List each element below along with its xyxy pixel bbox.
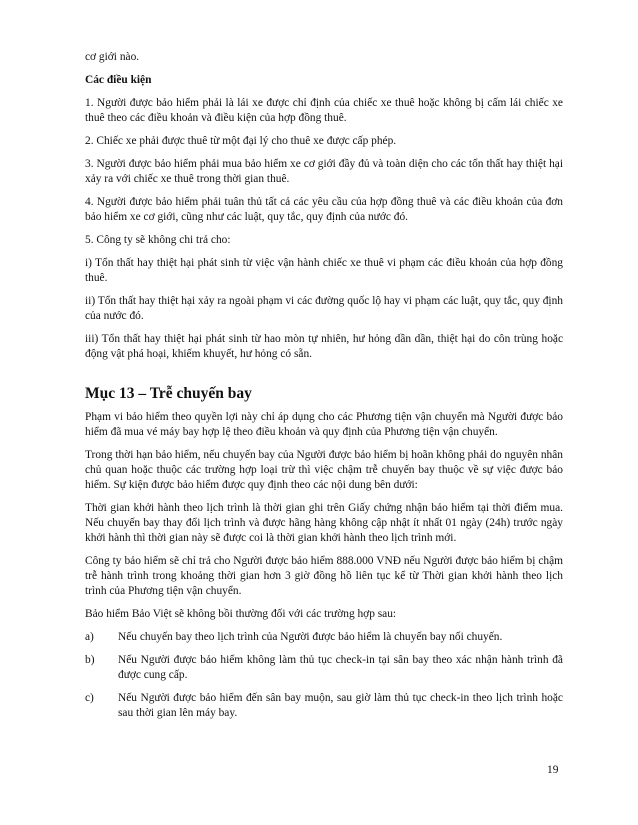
exclusion-item	[85, 630, 563, 645]
section-paragraph: Trong thời hạn bảo hiểm, nếu chuyến bay của Người được bảo hiểm bị hoãn không phải do nguyên nhân chủ quan hoặc thuộc các trường hợp loại trừ thì việc chậm trễ chuyến bay thuộc về sự việc được bảo hiểm. Sự kiện được bảo hiểm được quy định theo các nội dung bên dưới:	[85, 449, 563, 491]
exclusion-item	[85, 653, 563, 683]
exclusion-marker: b)	[85, 654, 95, 666]
condition-item: 4. Người được bảo hiểm phải tuân thủ tất cả các yêu cầu của hợp đồng thuê và các điều khoản của đơn bảo hiểm xe cơ giới, cũng như các luật, quy tắc, quy định của nước đó.	[85, 196, 563, 223]
condition-item: 3. Người được bảo hiểm phải mua bảo hiểm xe cơ giới đầy đủ và toàn diện cho các tổn thất hay thiệt hại xảy ra với chiếc xe thuê trong thời gian thuê.	[85, 158, 563, 185]
page-number: 19	[547, 764, 559, 776]
exclusion-text: Nếu Người được bảo hiểm không làm thủ tục check-in tại sân bay theo xác nhận hành trình đã được cung cấp.	[118, 654, 563, 681]
exclusion-text: Nếu Người được bảo hiểm đến sân bay muộn, sau giờ làm thủ tục check-in theo lịch trình hoặc sau thời gian lên máy bay.	[118, 692, 563, 719]
condition-item: i) Tổn thất hay thiệt hại phát sinh từ việc vận hành chiếc xe thuê vi phạm các điều khoản của hợp đồng thuê.	[85, 257, 563, 284]
conditions-heading: Các điều kiện	[85, 74, 152, 86]
section-paragraph: Bảo hiểm Bảo Việt sẽ không bồi thường đối với các trường hợp sau:	[85, 608, 397, 620]
condition-item: ii) Tổn thất hay thiệt hại xảy ra ngoài phạm vi các đường quốc lộ hay vi phạm các luật, quy tắc, quy định của nước đó.	[85, 295, 563, 322]
exclusion-marker: a)	[85, 631, 94, 643]
section-title: Mục 13 – Trễ chuyến bay	[85, 385, 252, 402]
condition-item: 2. Chiếc xe phải được thuê từ một đại lý cho thuê xe được cấp phép.	[85, 135, 397, 147]
exclusion-text: Nếu chuyến bay theo lịch trình của Người được bảo hiểm là chuyến bay nối chuyến.	[118, 631, 503, 643]
section-paragraph: Công ty bảo hiểm sẽ chỉ trả cho Người được bảo hiểm 888.000 VNĐ nếu Người được bảo hiểm bị chậm trễ hành trình trong khoảng thời gian hơn 3 giờ đồng hồ liên tục kể từ Thời gian khởi hành theo lịch trình của Phương tiện vận chuyển.	[85, 555, 563, 597]
exclusion-item	[85, 691, 563, 721]
intro-line: cơ giới nào.	[85, 51, 140, 63]
condition-item: 1. Người được bảo hiểm phải là lái xe được chỉ định của chiếc xe thuê hoặc không bị cấm lái chiếc xe thuê theo các điều khoản và điều kiện của hợp đồng thuê.	[85, 97, 563, 124]
condition-item: iii) Tổn thất hay thiệt hại phát sinh từ hao mòn tự nhiên, hư hỏng dần dần, thiệt hại do côn trùng hoặc động vật phá hoại, khiếm khuyết, hư hỏng có sẵn.	[85, 333, 563, 360]
page-content	[85, 50, 563, 721]
condition-item: 5. Công ty sẽ không chi trả cho:	[85, 234, 231, 246]
section-paragraph: Thời gian khởi hành theo lịch trình là thời gian ghi trên Giấy chứng nhận bảo hiểm tại thời điểm mua. Nếu chuyến bay thay đổi lịch trình và được hãng hàng không cập nhật ít nhất 01 ngày (24h) trước ngày khởi hành thì thời gian này sẽ được coi là thời gian khởi hành theo lịch trình mới.	[85, 502, 563, 544]
exclusion-marker: c)	[85, 692, 94, 704]
section-paragraph: Phạm vi bảo hiểm theo quyền lợi này chỉ áp dụng cho các Phương tiện vận chuyển mà Người được bảo hiểm đã mua vé máy bay hợp lệ theo điều khoản và quy định của Phương tiện vận chuyển.	[85, 411, 563, 438]
